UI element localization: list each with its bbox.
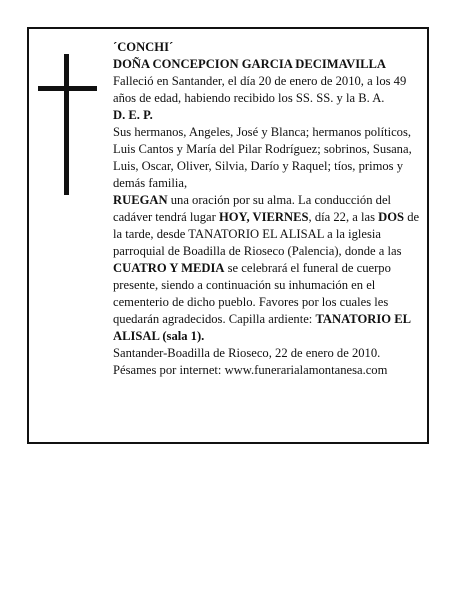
deceased-name: DOÑA CONCEPCION GARCIA DECIMAVILLA <box>113 57 387 71</box>
nickname: ´CONCHI´ <box>113 40 174 54</box>
day-text: , día 22, a las <box>308 210 379 224</box>
condolences-line: Pésames por internet: www.funerarialamontanesa.com <box>113 363 388 377</box>
funeral-time-highlight: CUATRO Y MEDIA <box>113 261 225 275</box>
time-highlight: DOS <box>378 210 405 224</box>
family-list: Sus hermanos, Angeles, José y Blanca; hermanos políticos, Luis Cantos y María del Pilar Rodríguez; sobrinos, Susana, Luis, Oscar, Oliver, Silvia, Darío y Raquel; tíos, primos y demás familia, <box>113 125 412 190</box>
rip-line: D. E. P. <box>113 108 153 122</box>
place-date: Santander-Boadilla de Rioseco, 22 de enero de 2010. <box>113 346 381 360</box>
obituary-text <box>113 39 421 379</box>
ceremony-details <box>113 192 421 345</box>
cross-icon <box>64 54 69 195</box>
ruegan-word: RUEGAN <box>113 193 168 207</box>
funeral-text: se celebrará el funeral de cuerpo presente, siendo a continuación su inhumación en el cementerio de dicho pueblo. Favores por los cuales les quedarán agradecidos. Capilla ardiente: <box>113 261 391 326</box>
day-highlight: HOY, VIERNES <box>218 210 309 224</box>
ruegan-text: una oración por su alma. La conducción del cadáver tendrá lugar <box>113 193 392 224</box>
cross-icon-bar <box>38 86 97 91</box>
death-details: Falleció en Santander, el día 20 de enero de 2010, a los 49 años de edad, habiendo recibido los SS. SS. y la B. A. <box>113 74 407 105</box>
afternoon-text: de la tarde, desde TANATORIO EL ALISAL a la iglesia parroquial de Boadilla de Rioseco (Palencia), donde a las <box>113 210 420 258</box>
chapel-highlight: TANATORIO EL ALISAL (sala 1). <box>113 312 411 343</box>
